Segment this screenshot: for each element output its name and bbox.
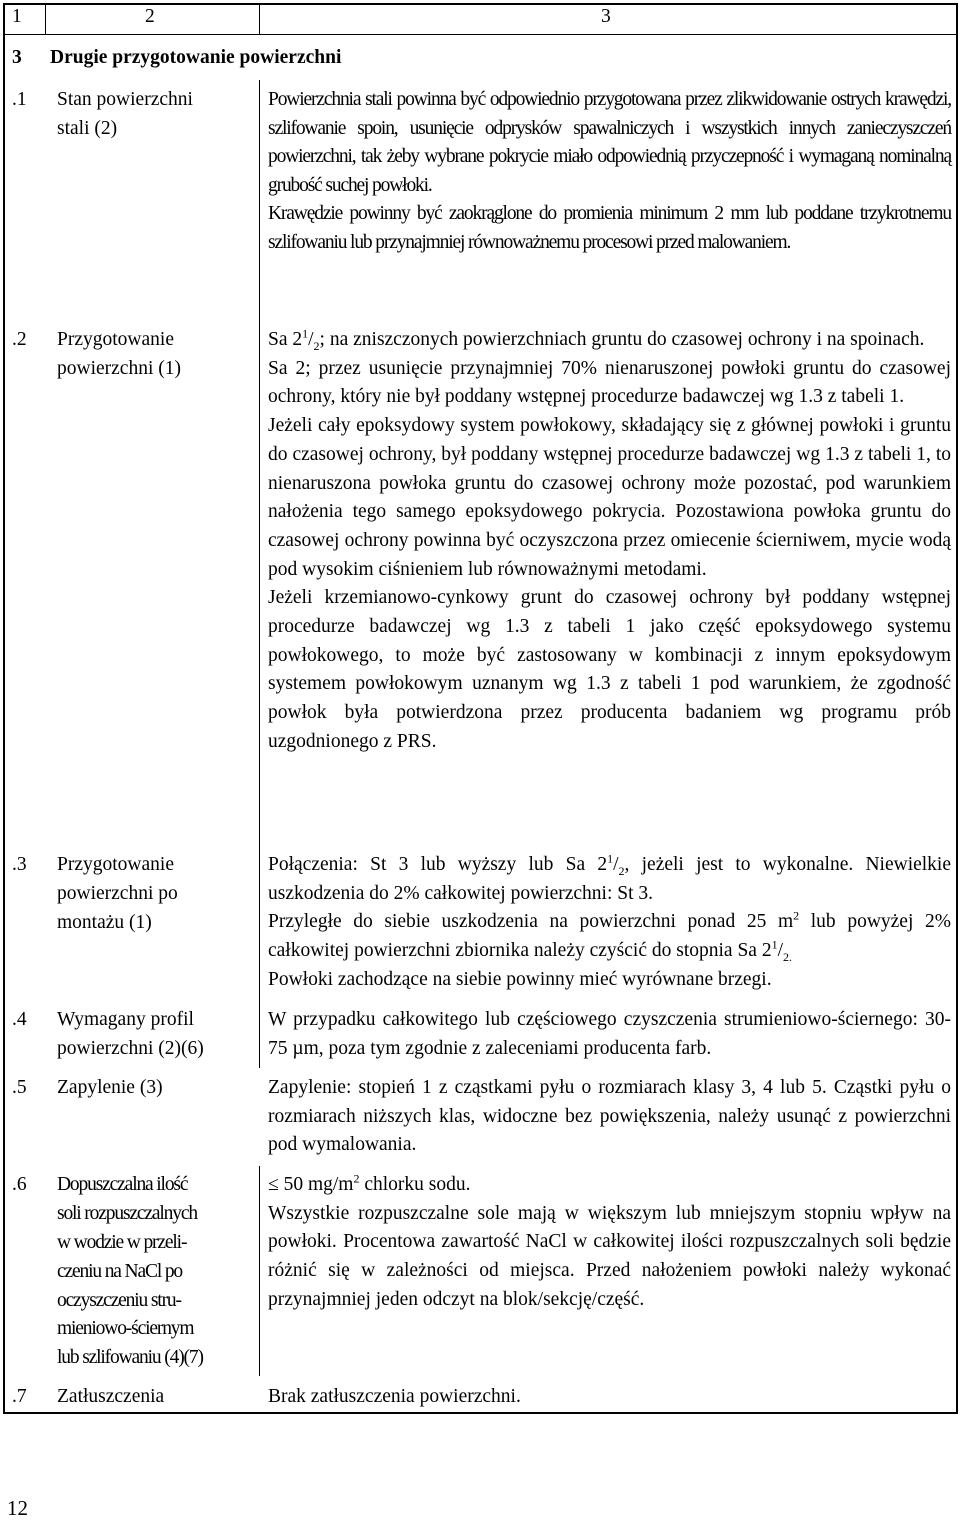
row-text (268, 851, 951, 995)
paragraph: W przypadku całkowitego lub częściowego czyszczenia strumieniowo-ściernego: 30-75 µm, poza tym zgodnie z zaleceniami producenta farb. (268, 1009, 951, 1059)
text-run: , jeżeli jest to wykonalne. Niewielkie uszkodzenia do 2% całkowitej powierzchni: St 3. (268, 854, 952, 904)
paragraph: Sa $2^1/_2$; na zniszczonych powierzchniach gruntu do czasowej ochrony i na spoinach. (268, 326, 925, 353)
header-col3: 3 (601, 6, 611, 27)
row-label-line: oczyszczeniu stru- (57, 1290, 181, 1311)
row-label-line: Zapylenie (3) (57, 1077, 163, 1098)
row-text (268, 1074, 951, 1160)
text-run: lub powyżej 2% całkowitej powierzchni zbiornika należy czyścić do stopnia Sa 2 (268, 911, 951, 962)
column-divider-1 (45, 3, 46, 35)
row-label-line: czeniu na NaCl po (57, 1261, 183, 1282)
row-text (268, 1171, 951, 1315)
row-text: Brak zatłuszczenia powierzchni. (268, 1386, 521, 1407)
paragraph: Sa 2; przez usunięcie przynajmniej 70% nienaruszonej powłoki gruntu do czasowej ochrony, który nie był poddany wstępnej procedurze badawczej wg 1.3 z tabeli 1. (268, 357, 951, 408)
fraction-denominator: 2 (618, 863, 625, 878)
paragraph: Wszystkie rozpuszczalne sole mają w większym lub mniejszym stopniu wpływ na powłoki. Procentowa zawartość NaCl w całkowitej ilości rozpuszczalnych soli będzie różnić się w zależności od miejsca. Przed nałożeniem powłoki należy wykonać przynajmniej jeden odczyt na blok/sekcję/część. (268, 1202, 951, 1310)
row-number: .7 (12, 1386, 27, 1407)
text-run: ; na zniszczonych powierzchniach gruntu do czasowej ochrony i na spoinach. (319, 329, 925, 350)
row-label-line: powierzchni (2)(6) (57, 1038, 204, 1059)
row-text (268, 326, 951, 757)
header-col2: 2 (145, 6, 155, 27)
text-run: Połączenia: St 3 lub wyższy lub Sa 2 (268, 854, 608, 875)
row-text (268, 1006, 951, 1063)
header-divider (3, 34, 958, 35)
column-divider-2 (259, 3, 260, 35)
text-run: Przyległe do siebie uszkodzenia na powierzchni ponad 25 m (268, 911, 794, 933)
column-divider-2 (259, 1166, 260, 1376)
row-number: .5 (12, 1077, 27, 1098)
fraction-denominator: 2. (783, 950, 792, 964)
paragraph (268, 1171, 951, 1200)
fraction-numerator: 1 (607, 851, 614, 866)
row-label-line: w wodzie w przeli- (57, 1232, 187, 1253)
fraction-denominator: 2 (313, 338, 320, 353)
row-label-line: lub szlifowaniu (4)(7) (57, 1347, 203, 1368)
text-run: chlorku sodu. (359, 1174, 471, 1195)
row-label-line: powierzchni po (57, 883, 178, 904)
text-run: Sa 2 (268, 329, 303, 350)
fraction-numerator: 1 (771, 937, 778, 952)
row-label-line: Przygotowanie (57, 854, 174, 875)
superscript: 2 (793, 908, 800, 923)
header-col1: 1 (12, 6, 22, 27)
paragraph: Powierzchnia stali powinna być odpowiednio przygotowana przez zlikwidowanie ostrych krawędzi, szlifowanie spoin, usunięcie odprysków spawalniczych i wszystkich innych zanieczyszczeń powierzchni, tak żeby wybrane pokrycie miało odpowiednią przyczepność i wymaganą nominalną grubość suchej powłoki. (268, 89, 951, 196)
row-label-line: Zatłuszczenia (57, 1386, 165, 1407)
paragraph: Jeżeli krzemianowo-cynkowy grunt do czasowej ochrony był poddany wstępnej procedurze badawczej wg 1.3 z tabeli 1 jako część epoksydowego systemu powłokowego, to może być zastosowany w kombinacji z innym epoksydowym systemem powłokowym uznanym wg 1.3 z tabeli 1 pod warunkiem, że zgodność powłok była potwierdzona przez producenta badaniem wg programu prób uzgodnionego z PRS. (268, 587, 951, 752)
row-number: .1 (12, 89, 27, 110)
row-label-line: Dopuszczalna ilość (57, 1174, 188, 1195)
row-number: .2 (12, 329, 27, 350)
row-label-line: Stan powierzchni (57, 89, 193, 110)
row-number: .6 (12, 1174, 27, 1195)
column-divider-2 (259, 80, 260, 1068)
paragraph: Krawędzie powinny być zaokrąglone do promienia minimum 2 mm lub poddane trzykrotnemu szlifowaniu lub przynajmniej równoważnemu procesowi przed malowaniem. (268, 203, 951, 253)
superscript: 2 (353, 1171, 360, 1186)
row-number: .3 (12, 854, 27, 875)
row-label-line: mieniowo-ściernym (57, 1318, 194, 1339)
page-number: 12 (7, 1496, 28, 1520)
row-text (268, 86, 951, 258)
row-label-line: stali (2) (57, 118, 118, 139)
paragraph: Powłoki zachodzące na siebie powinny mieć wyrównane brzegi. (268, 968, 772, 990)
section-title: Drugie przygotowanie powierzchni (50, 47, 342, 68)
paragraph: Zapylenie: stopień 1 z cząstkami pyłu o rozmiarach klasy 3, 4 lub 5. Cząstki pyłu o rozmiarach niższych klas, widoczne bez powiększenia, należy usunąć z powierzchni pod wymalowania. (268, 1077, 951, 1156)
paragraph: Połączenia: St 3 lub wyższy lub Sa $2^1/_2$, jeżeli jest to wykonalne. Niewielkie uszkodzenia do 2% całkowitej powierzchni: St 3. (268, 851, 952, 904)
row-label-line: powierzchni (1) (57, 358, 181, 379)
row-label-line: Przygotowanie (57, 329, 174, 350)
row-label-line: montażu (1) (57, 912, 152, 933)
row-label-line: soli rozpuszczalnych (57, 1203, 197, 1224)
section-number: 3 (12, 47, 22, 68)
row-label-line: Wymagany profil (57, 1009, 194, 1030)
paragraph: Jeżeli cały epoksydowy system powłokowy, składający się z głównej powłoki i gruntu do czasowej ochrony, był poddany wstępnej procedurze badawczej wg 1.3 z tabeli 1, to nienaruszona powłoka gruntu do czasowej ochrony może pozostać, pod warunkiem nałożenia tego samego epoksydowego pokrycia. Pozostawiona powłoka gruntu do czasowej ochrony powinna być oczyszczona przez omiecenie ścierniwem, mycie wodą pod wysokim ciśnieniem lub równoważnymi metodami. (268, 415, 951, 580)
row-number: .4 (12, 1009, 27, 1030)
paragraph: Przyległe do siebie uszkodzenia na powierzchni ponad 25 $m^2$ lub powyżej 2% całkowitej powierzchni zbiornika należy czyścić do stopnia Sa $2^1/_{2.}$ (268, 908, 951, 964)
text-run: ≤ 50 mg/m (268, 1174, 354, 1195)
fraction-numerator: 1 (302, 326, 309, 341)
